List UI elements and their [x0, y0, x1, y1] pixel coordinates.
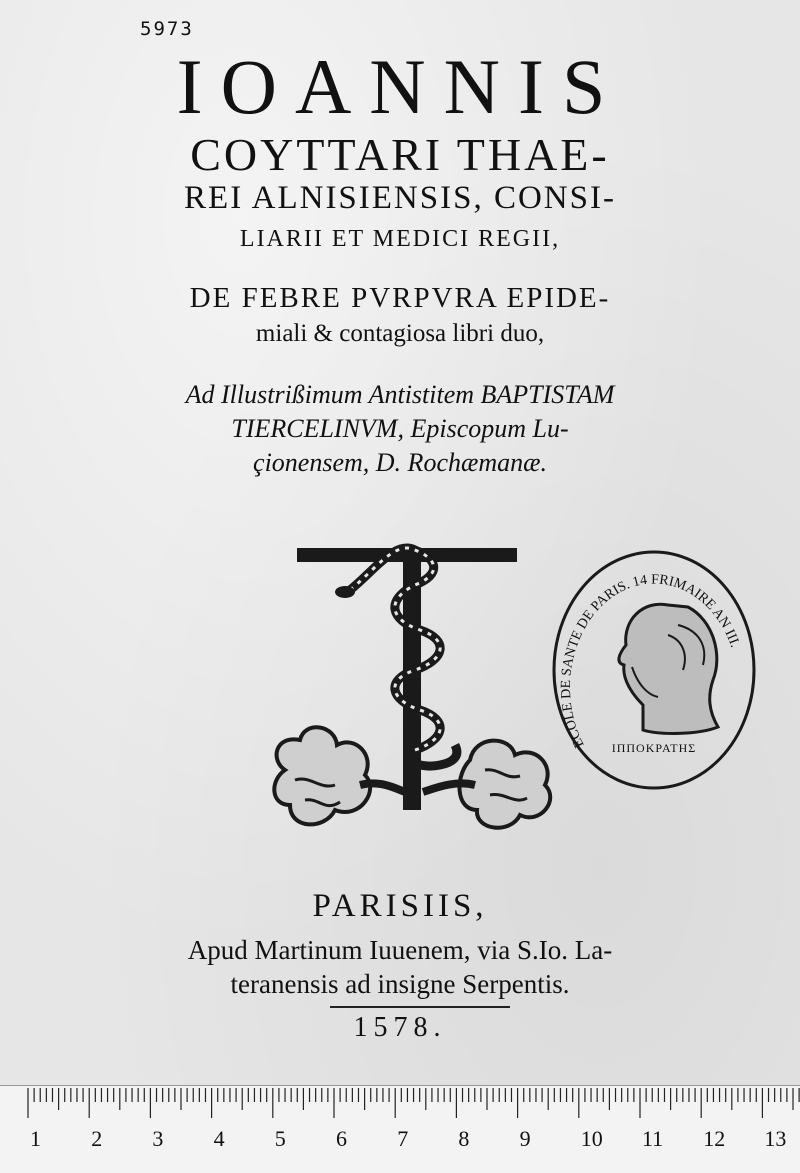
dedication-line-2: TIERCELINVM, Episcopum Lu- [231, 414, 569, 443]
ruler-number: 5 [274, 1126, 286, 1151]
ruler-number: 10 [580, 1126, 603, 1151]
work-subtitle: miali & contagiosa libri duo, [255, 320, 545, 347]
work-title: DE FEBRE PVRPVRA EPIDE- [189, 282, 611, 314]
shelf-mark: 5973 [140, 18, 194, 40]
dedication-line-1: Ad Illustrißimum Antistitem BAPTISTAM [185, 380, 615, 409]
ruler-number: 12 [703, 1126, 726, 1151]
imprint-year: 1578. [353, 1012, 447, 1043]
stamp-ring-text [548, 545, 760, 795]
serpent-cross-emblem-icon [265, 530, 565, 870]
library-stamp [548, 545, 760, 795]
ruler-number: 3 [152, 1126, 164, 1151]
imprint-printer: Apud Martinum Iuuenem, via S.Io. La- [187, 935, 613, 965]
ruler-number: 11 [642, 1126, 664, 1151]
svg-text:ECOLE DE SANTE DE PARIS. 14 FR [559, 572, 742, 750]
author-origin: REI ALNISIENSIS, CONSI- [184, 180, 616, 216]
dedication-line-3: çionensem, D. Rochæmanæ. [253, 448, 547, 477]
imprint-address: teranensis ad insigne Serpentis. [230, 969, 570, 999]
author-title: LIARII ET MEDICI REGII, [239, 226, 561, 252]
ruler-number: 7 [397, 1126, 409, 1151]
ruler-number: 13 [764, 1126, 787, 1151]
ruler-number: 1 [30, 1126, 41, 1151]
stamp-caption: ΙΠΠΟΚΡΑΤΗΣ [611, 741, 697, 755]
stamp-ring-label: ECOLE DE SANTE DE PARIS. 14 FRIMAIRE AN III. [558, 572, 743, 750]
imprint-rule [330, 1006, 510, 1008]
ruler-number: 2 [91, 1126, 103, 1151]
ruler-number: 6 [336, 1126, 347, 1151]
ruler-number: 4 [213, 1126, 225, 1151]
imprint-city: PARISIIS, [312, 888, 488, 924]
measuring-ruler [0, 1085, 800, 1173]
ruler-ticks [0, 1086, 800, 1126]
author-surname: COYTTARI THAE- [190, 129, 610, 180]
ruler-number: 8 [458, 1126, 470, 1151]
ruler-number: 9 [519, 1126, 531, 1151]
author-name: IOANNIS [176, 43, 624, 130]
